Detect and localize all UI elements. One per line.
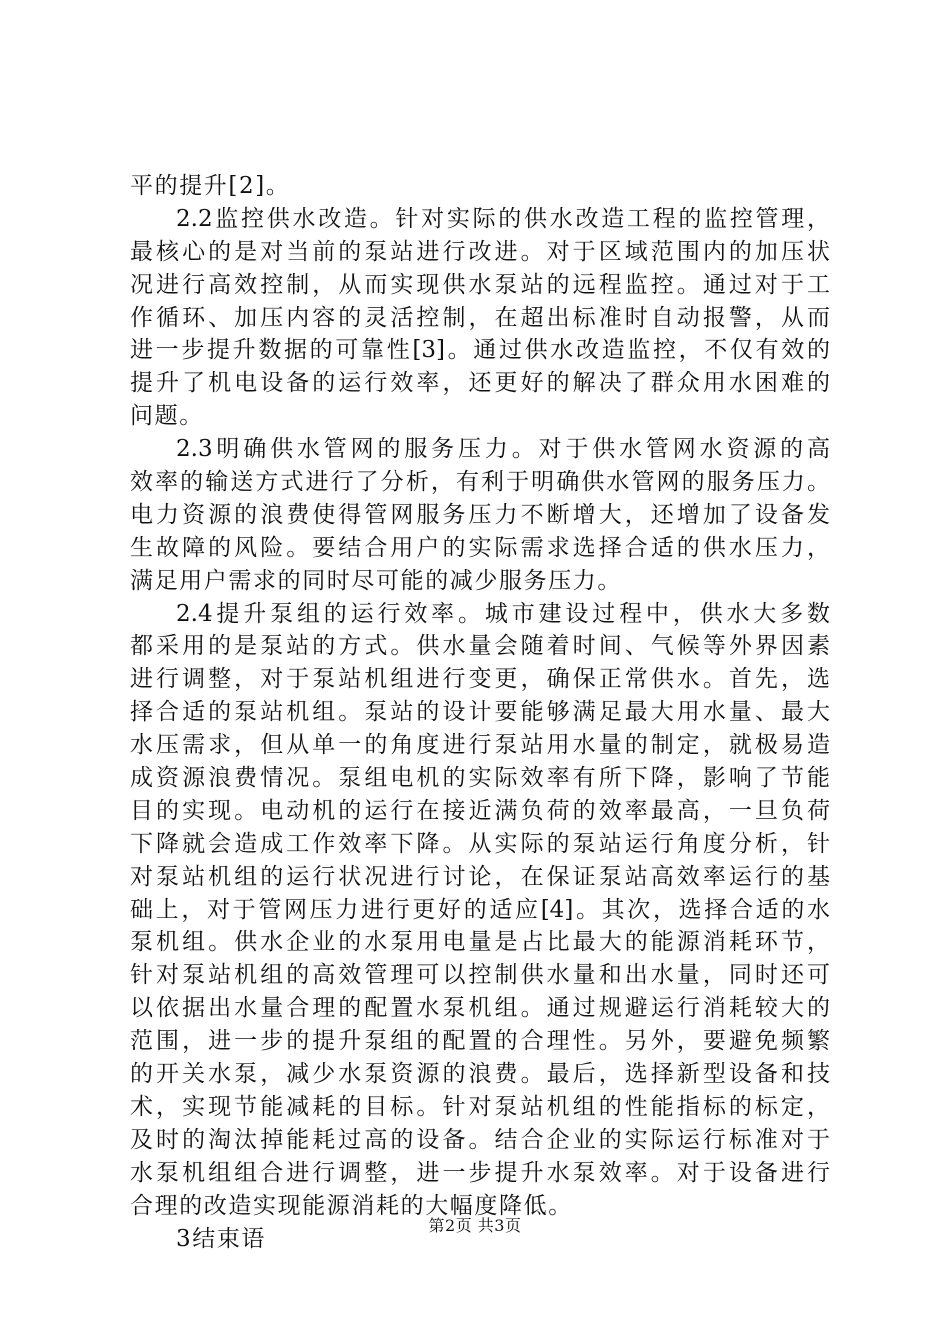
text-line: 2.4提升泵组的运行效率。城市建设过程中，供水大多数 — [176, 600, 830, 627]
text-line: 2.3明确供水管网的服务压力。对于供水管网水资源的高 — [176, 436, 830, 463]
text-line: 2.2监控供水改造。针对实际的供水改造工程的监控管理， — [176, 205, 830, 232]
text-line: 础上，对于管网压力进行更好的适应[4]。其次，选择合适的水 — [130, 896, 830, 923]
text-line: 提升了机电设备的运行效率，还更好的解决了群众用水困难的 — [130, 370, 830, 397]
text-line: 及时的淘汰掉能耗过高的设备。结合企业的实际运行标准对于 — [130, 1126, 830, 1153]
text-line: 的开关水泵，减少水泵资源的浪费。最后，选择新型设备和技 — [130, 1061, 830, 1088]
text-line: 况进行高效控制，从而实现供水泵站的远程监控。通过对于工 — [130, 271, 830, 298]
text-line: 目的实现。电动机的运行在接近满负荷的效率最高，一旦负荷 — [130, 797, 830, 824]
text-line: 范围，进一步的提升泵组的配置的合理性。另外，要避免频繁 — [130, 1028, 830, 1055]
text-line: 都采用的是泵站的方式。供水量会随着时间、气候等外界因素 — [130, 633, 830, 660]
text-line: 作循环、加压内容的灵活控制，在超出标准时自动报警，从而 — [130, 304, 830, 331]
text-line: 针对泵站机组的高效管理可以控制供水量和出水量，同时还可 — [130, 962, 830, 989]
document-body — [130, 170, 830, 1255]
text-line: 生故障的风险。要结合用户的实际需求选择合适的供水压力， — [130, 534, 830, 561]
text-line: 成资源浪费情况。泵组电机的实际效率有所下降，影响了节能 — [130, 765, 830, 792]
text-line: 进行调整，对于泵站机组进行变更，确保正常供水。首先，选 — [130, 666, 830, 693]
text-line: 最核心的是对当前的泵站进行改进。对于区域范围内的加压状 — [130, 238, 830, 265]
text-line: 问题。 — [130, 403, 204, 430]
text-line: 泵机组。供水企业的水泵用电量是占比最大的能源消耗环节， — [130, 929, 830, 956]
page-footer: 第2页 共3页 — [428, 1216, 522, 1235]
text-line: 进一步提升数据的可靠性[3]。通过供水改造监控，不仅有效的 — [130, 337, 830, 364]
text-line: 以依据出水量合理的配置水泵机组。通过规避运行消耗较大的 — [130, 995, 830, 1022]
text-line: 平的提升[2]。 — [130, 173, 291, 199]
text-line: 满足用户需求的同时尽可能的减少服务压力。 — [130, 567, 622, 594]
text-line: 下降就会造成工作效率下降。从实际的泵站运行角度分析，针 — [130, 830, 830, 857]
text-line: 水泵机组组合进行调整，进一步提升水泵效率。对于设备进行 — [130, 1159, 830, 1186]
text-line: 对泵站机组的运行状况进行讨论，在保证泵站高效率运行的基 — [130, 863, 830, 890]
text-line: 术，实现节能减耗的目标。针对泵站机组的性能指标的标定， — [130, 1093, 830, 1120]
text-line: 择合适的泵站机组。泵站的设计要能够满足最大用水量、最大 — [130, 699, 830, 726]
text-line: 电力资源的浪费使得管网服务压力不断增大，还增加了设备发 — [130, 501, 830, 528]
text-line: 水压需求，但从单一的角度进行泵站用水量的制定，就极易造 — [130, 732, 830, 759]
text-line: 合理的改造实现能源消耗的大幅度降低。 — [130, 1192, 573, 1219]
text-line: 效率的输送方式进行了分析，有利于明确供水管网的服务压力。 — [130, 469, 830, 496]
text-line: 3结束语 — [176, 1225, 267, 1252]
